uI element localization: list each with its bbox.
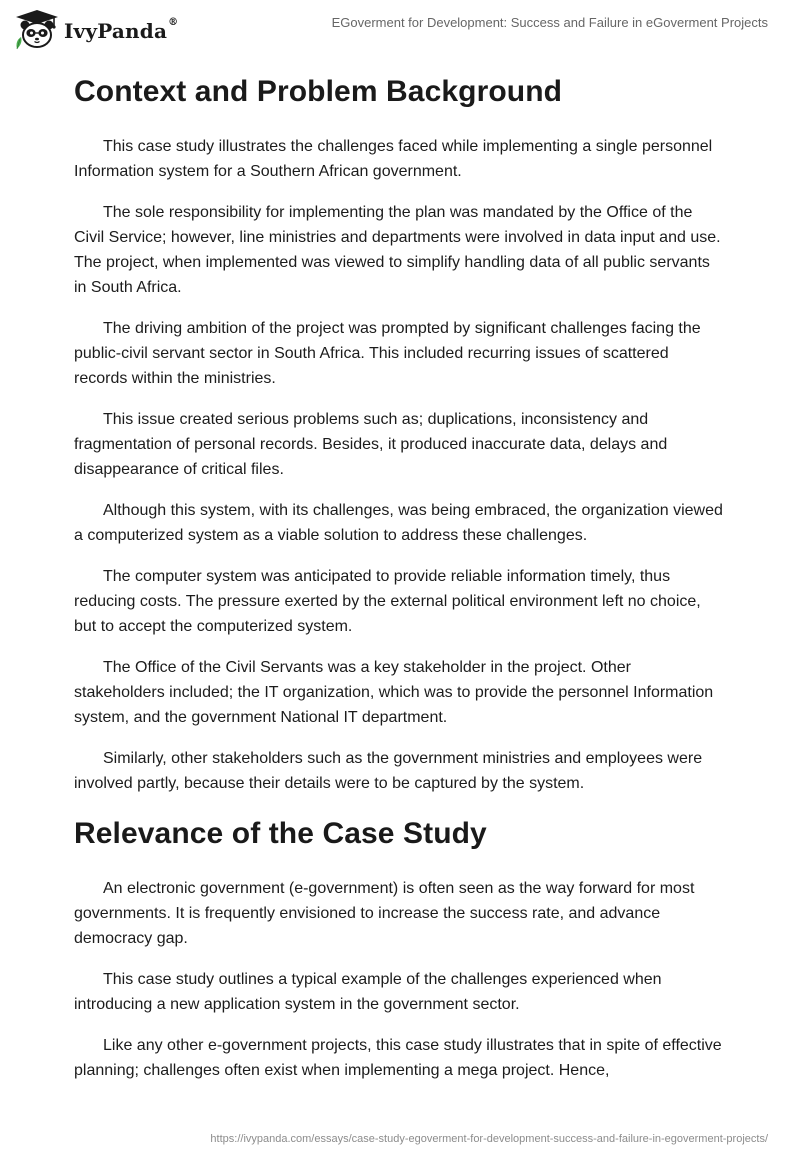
document-title: EGoverment for Development: Success and Failure in eGoverment Projects (331, 15, 768, 30)
paragraph: The Office of the Civil Servants was a key stakeholder in the project. Other stakeholders included; the IT organization, which was to provide the personnel Information system, and the government National IT department. (74, 659, 714, 726)
ivypanda-logo[interactable] (14, 8, 178, 50)
logo-text: IvyPanda® (64, 17, 179, 43)
paragraph: An electronic government (e-government) is often seen as the way forward for most governments. It is frequently envisioned to increase the success rate, and advance democracy gap. (74, 880, 695, 947)
page-header (0, 0, 800, 56)
panda-graduate-icon (14, 8, 60, 50)
paragraph: This issue created serious problems such as; duplications, inconsistency and fragmentation of personal records. Besides, it produced inaccurate data, delays and disappearance of critical files. (74, 411, 668, 478)
paragraph: This case study illustrates the challenges faced while implementing a single personnel Information system for a Southern African government. (74, 138, 713, 180)
paragraph: The computer system was anticipated to provide reliable information timely, thus reducing costs. The pressure exerted by the external political environment left no choice, but to accept the computerized system. (74, 568, 701, 635)
source-url[interactable]: https://ivypanda.com/essays/case-study-egoverment-for-development-success-and-failure-in-egoverment-projects/ (210, 1133, 768, 1145)
paragraph: The driving ambition of the project was prompted by significant challenges facing the public-civil servant sector in South Africa. This included recurring issues of scattered records within the ministries. (74, 320, 701, 387)
paragraph: Like any other e-government projects, this case study illustrates that in spite of effective planning; challenges often exist when implementing a mega project. Hence, (74, 1037, 722, 1079)
article-body (74, 72, 726, 1099)
paragraph: Similarly, other stakeholders such as the government ministries and employees were involved partly, because their details were to be captured by the system. (74, 750, 703, 792)
paragraph: This case study outlines a typical example of the challenges experienced when introducing a new application system in the government sector. (74, 971, 662, 1013)
paragraph: The sole responsibility for implementing the plan was mandated by the Office of the Civil Service; however, line ministries and departments were involved in data input and use. The project, when implemented was viewed to simplify handling data of all public servants in South Africa. (74, 204, 721, 296)
section-heading: Context and Problem Background (74, 75, 563, 108)
section-heading: Relevance of the Case Study (74, 817, 487, 850)
paragraph: Although this system, with its challenges, was being embraced, the organization viewed a computerized system as a viable solution to address these challenges. (74, 502, 723, 544)
